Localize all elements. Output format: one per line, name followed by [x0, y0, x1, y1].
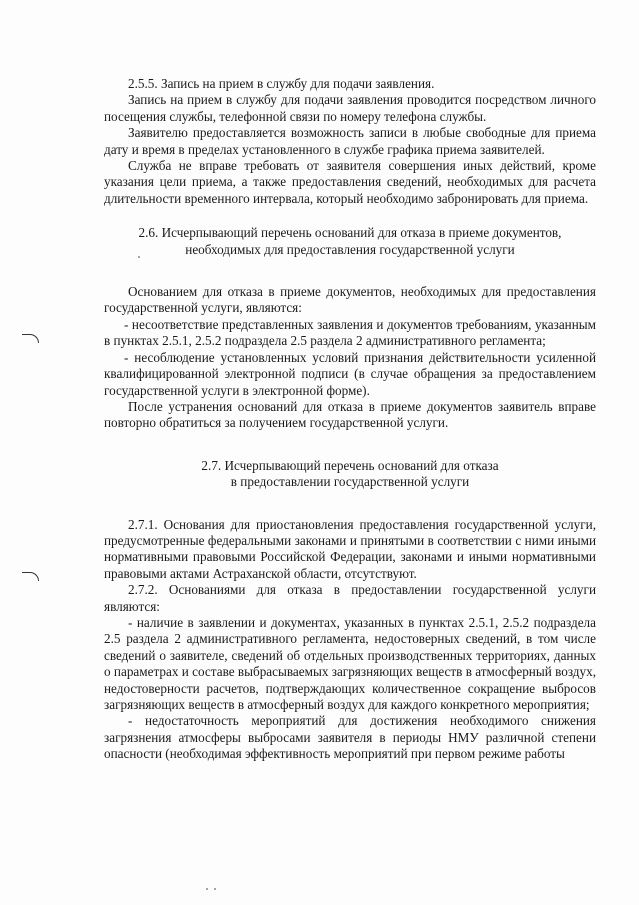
section-2-7-heading-line2: в предоставлении государственной услуги	[230, 474, 470, 490]
section-2-7-2: 2.7.2. Основаниями для отказа в предоставлении государственной услуги являются:	[104, 582, 596, 614]
paragraph: После устранения оснований для отказа в приеме документов заявитель вправе повторно обратиться за получением государственной услуги.	[104, 398, 596, 431]
list-item: - наличие в заявлении и документах, указанных в пунктах 2.5.1, 2.5.2 подраздела 2.5 раздела 2 административного регламента, недостоверных сведений, в том числе сведений о заявителе, сведений об отдельных производственных территориях, данных о параметрах и составе выбрасываемых загрязняющих веществ в атмосферный воздух, недостоверности расчетов, подтверждающих количественное сокращение выбросов загрязняющих веществ в атмосферный воздух для каждого конкретного мероприятия;	[104, 614, 596, 712]
section-2-7-1: 2.7.1. Основания для приостановления предоставления государственной услуги, предусмотренные федеральными законами и принятыми в соответствии с ними иными нормативными правовыми Российской Федерации, законами и иными нормативными правовыми актами Астраханской области, отсутствуют.	[104, 516, 596, 581]
list-item: - недостаточность мероприятий для достижения необходимого снижения загрязнения атмосферы выбросами заявителя в периоды НМУ различной степени опасности (необходимая эффективность мероприятий при первом режиме работы	[104, 713, 596, 762]
list-item: - несоответствие представленных заявления и документов требованиям, указанным в пунктах 2.5.1, 2.5.2 подраздела 2.5 раздела 2 административного регламента;	[104, 316, 596, 349]
paragraph: Служба не вправе требовать от заявителя совершения иных действий, кроме указания цели приема, а также предоставления сведений, необходимых для расчета длительности временного интервала, который необходимо забронировать для приема.	[104, 158, 596, 206]
paragraph: Запись на прием в службу для подачи заявления проводится посредством личного посещения службы, телефонной связи по номеру телефона службы.	[104, 92, 596, 124]
section-2-6-heading-line2: необходимых для предоставления государственной услуги	[185, 241, 515, 257]
paragraph: Основанием для отказа в приеме документов, необходимых для предоставления государственной услуги, являются:	[104, 284, 596, 316]
margin-mark	[22, 334, 39, 343]
scan-speck	[214, 888, 216, 890]
paragraph: Заявителю предоставляется возможность записи в любые свободные для приема дату и время в пределах установленного в службе графика приема заявителей.	[104, 125, 596, 157]
section-2-5-5-title: 2.5.5. Запись на прием в службу для подачи заявления.	[128, 76, 435, 91]
scan-speck	[206, 888, 208, 890]
section-2-6-heading-line1: 2.6. Исчерпывающий перечень оснований для отказа в приеме документов,	[138, 225, 562, 241]
section-2-7-heading-line1: 2.7. Исчерпывающий перечень оснований для отказа	[201, 457, 499, 473]
margin-mark	[22, 572, 39, 581]
list-item: - несоблюдение установленных условий признания действительности усиленной квалифицированной электронной подписи (в случае обращения за предоставлением государственной услуги в электронной форме).	[104, 349, 596, 398]
document-body	[104, 76, 596, 763]
